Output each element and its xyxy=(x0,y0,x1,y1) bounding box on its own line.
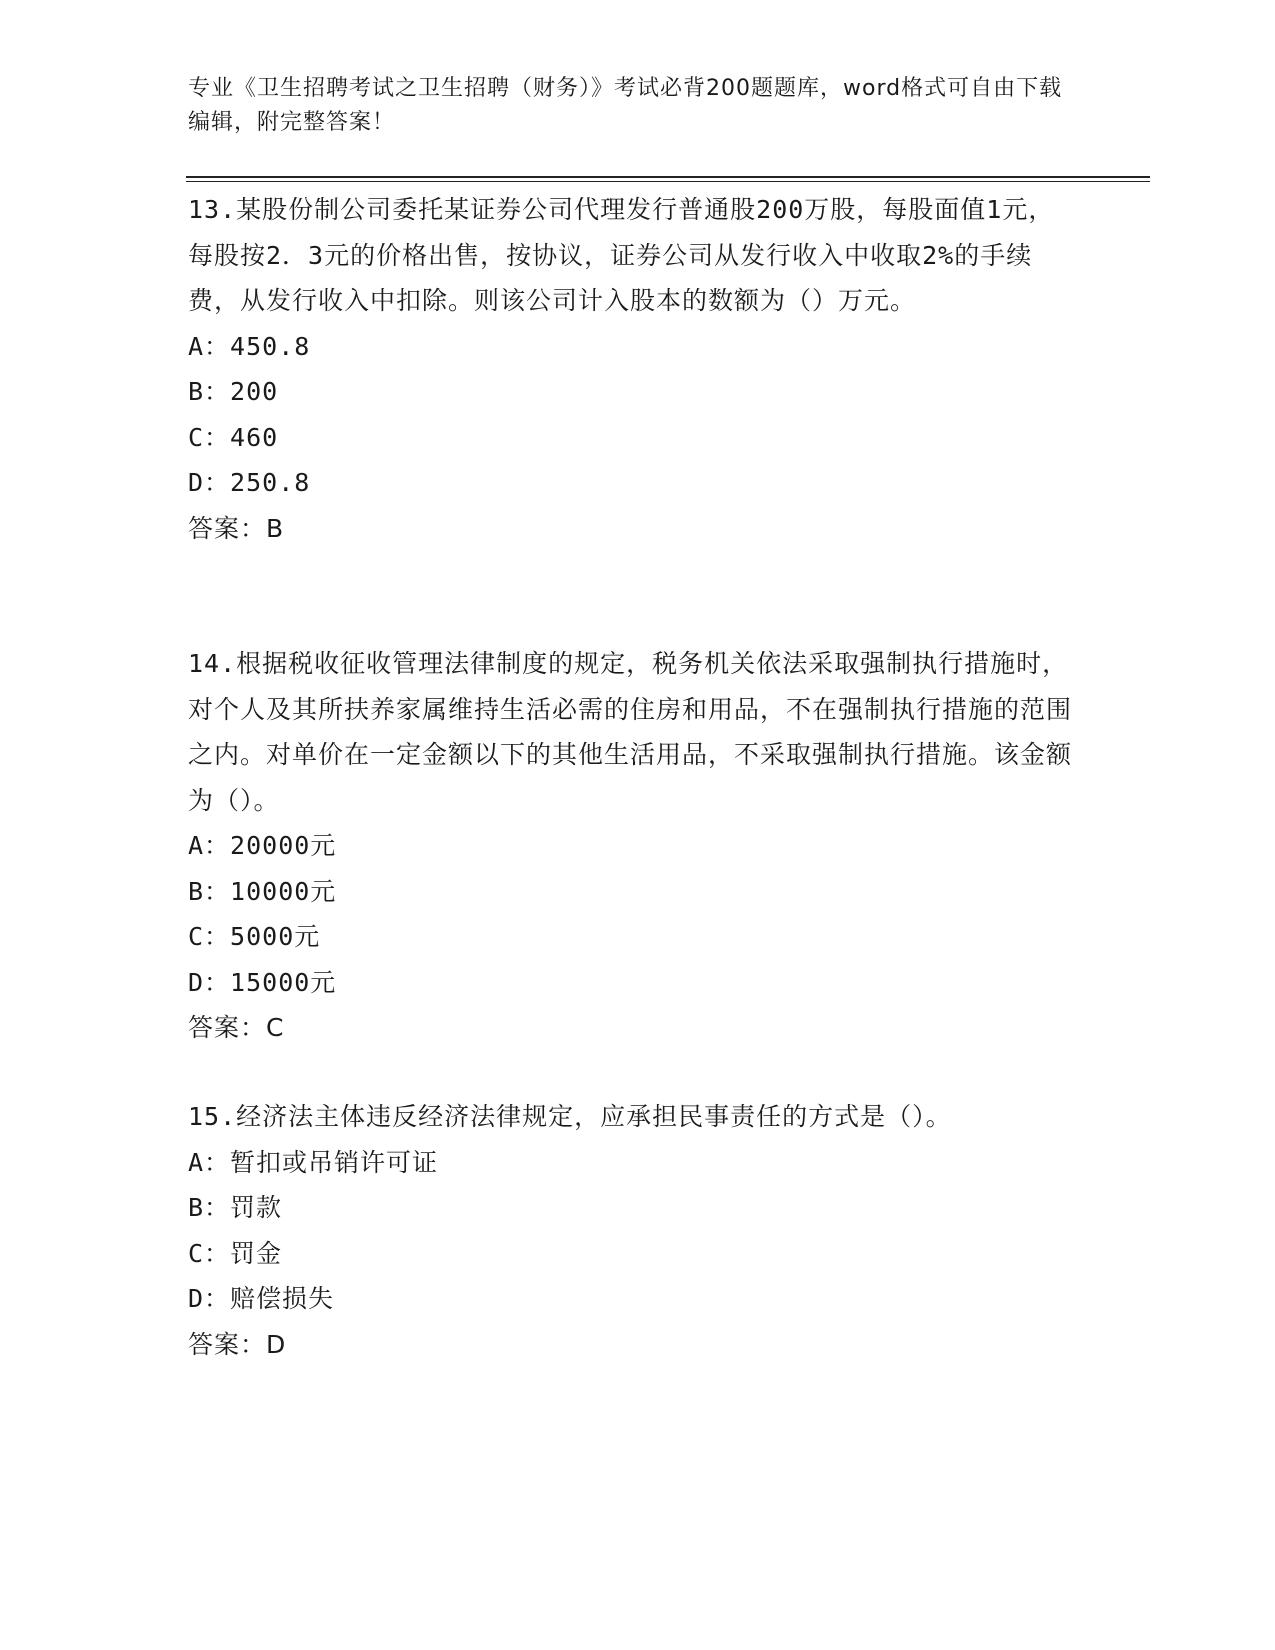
document-header: 专业《卫生招聘考试之卫生招聘（财务）》考试必背200题题库，word格式可自由下载编辑，附完整答案！ xyxy=(188,76,1063,135)
option-d: D：15000元 xyxy=(188,967,337,997)
answer-line: 答案：B xyxy=(188,513,285,543)
question-stem: 14.根据税收征收管理法律制度的规定，税务机关依法采取强制执行措施时，对个人及其所扶养家属维持生活必需的住房和用品，不在强制执行措施的范围之内。对单价在一定金额以下的其他生活用品，不采取强制执行措施。该金额为（）。 xyxy=(188,649,1073,815)
option-a: A：450.8 xyxy=(188,331,311,361)
question-stem: 15.经济法主体违反经济法律规定，应承担民事责任的方式是（）。 xyxy=(188,1102,952,1131)
option-c: C：460 xyxy=(188,422,279,452)
option-a: A：20000元 xyxy=(188,831,337,860)
option-c: C：罚金 xyxy=(188,1238,283,1268)
question-13 xyxy=(188,187,1088,551)
option-b: B：10000元 xyxy=(188,876,337,906)
option-b: B：200 xyxy=(188,377,279,406)
option-c: C：5000元 xyxy=(188,922,321,951)
option-b: B：罚款 xyxy=(188,1193,283,1222)
answer-line: 答案：D xyxy=(188,1329,287,1359)
option-d: D：赔偿损失 xyxy=(188,1284,335,1313)
option-d: D：250.8 xyxy=(188,468,311,497)
header-divider-thin xyxy=(186,181,1150,182)
header-divider-thick xyxy=(186,176,1150,178)
question-15 xyxy=(188,1094,1088,1367)
answer-line: 答案：C xyxy=(188,1013,285,1042)
option-a: A：暂扣或吊销许可证 xyxy=(188,1147,439,1177)
question-stem: 13.某股份制公司委托某证券公司代理发行普通股200万股，每股面值1元，每股按2．3元的价格出售，按协议，证券公司从发行收入中收取2%的手续费，从发行收入中扣除。则该公司计入股本的数额为（）万元。 xyxy=(188,195,1055,315)
question-14 xyxy=(188,641,1088,1051)
